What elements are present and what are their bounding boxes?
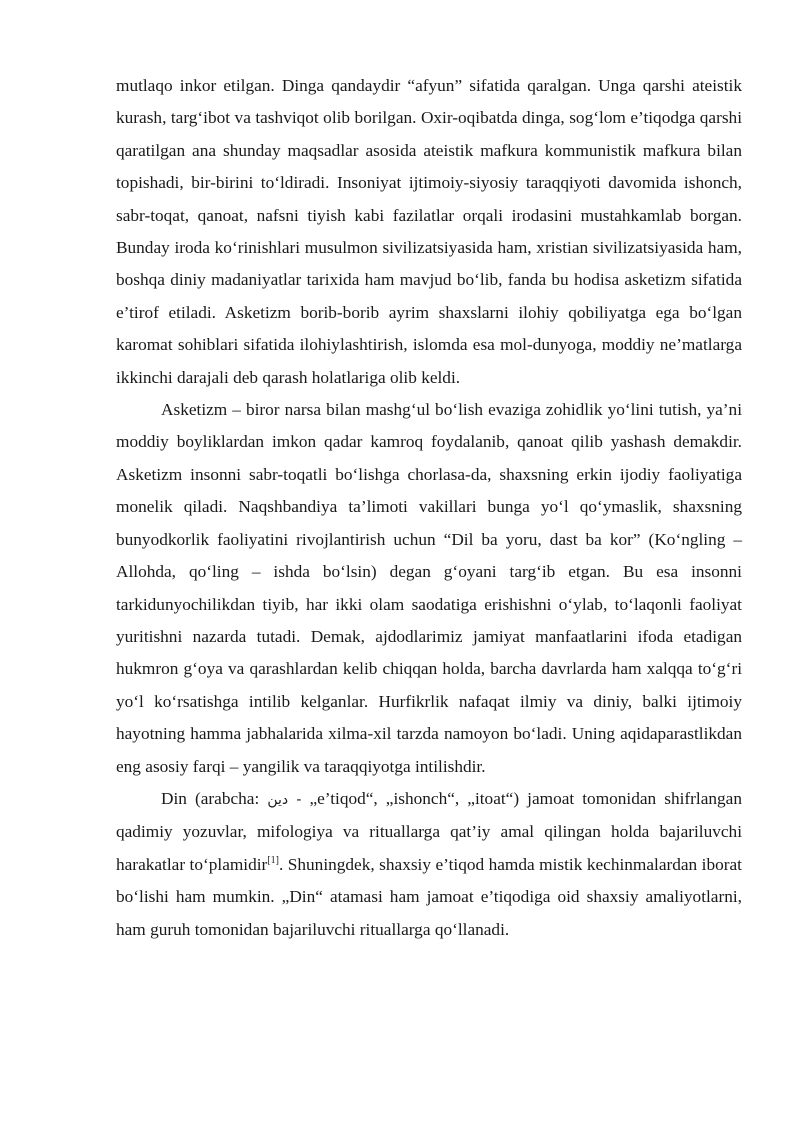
footnote-reference[interactable]: [1] bbox=[267, 854, 279, 866]
paragraph-3-start: Din (arabcha: bbox=[161, 788, 268, 808]
document-page bbox=[116, 70, 742, 946]
paragraph-2: Asketizm – biror narsa bilan mashg‘ul bo‘lish evaziga zohidlik yo‘lini tutish, ya’ni moddiy boyliklardan imkon qadar kamroq foydalanib, qanoat qilib yashash demakdir. Asketizm insonni sabr-toqatli bo‘lishga chorlasa-da, shaxsning erkin ijodiy faoliyatiga monelik qiladi. Naqshbandiya ta’limoti vakillari bunga yo‘l qo‘ymaslik, shaxsning bunyodkorlik faoliyatini rivojlantirish uchun “Dil ba yoru, dast ba kor” (Ko‘ngling – Allohda, qo‘ling – ishda bo‘lsin) degan g‘oyani targ‘ib etgan. Bu esa insonni tarkidunyochilikdan tiyib, har ikki olam saodatiga erishishni o‘ylab, to‘laqonli faoliyat yuritishni nazarda tutadi. Demak, ajdodlarimiz jamiyat manfaatlarini ifoda etadigan hukmron g‘oya va qarashlardan kelib chiqqan holda, barcha davrlarda ham xalqqa to‘g‘ri yo‘l ko‘rsatishga intilib kelganlar. Hurfikrlik nafaqat ilmiy va diniy, balki ijtimoiy hayotning hamma jabhalarida xilma-xil tarzda namoyon bo‘ladi. Uning aqidaparastlikdan eng asosiy farqi – yangilik va taraqqiyotga intilishdir. bbox=[116, 400, 742, 776]
paragraph-3-end: . Shuningdek, shaxsiy e’tiqod hamda mistik kechinmalardan iborat bo‘lishi ham mumkin. „Din“ atamasi ham jamoat e’tiqodiga oid shaxsiy amaliyotlarni, ham guruh tomonidan bajariluvchi rituallarga qo‘llanadi. bbox=[116, 854, 742, 939]
paragraph-3 bbox=[116, 783, 742, 946]
paragraph-3-mid: „e’tiqod“, „ishonch“, „itoat“) jamoat tomonidan shifrlangan qadimiy yozuvlar, mifologiya va rituallarga qat’iy amal qilingan holda bajariluvchi harakatlar to‘plamidir bbox=[116, 788, 742, 874]
paragraph-1: mutlaqo inkor etilgan. Dinga qandaydir “afyun” sifatida qaralgan. Unga qarshi ateistik kurash, targ‘ibot va tashviqot olib borilgan. Oxir-oqibatda dinga, sog‘lom e’tiqodga qarshi qaratilgan ana shunday maqsadlar asosida ateistik mafkura kommunistik mafkura bilan topishadi, bir-birini to‘ldiradi. Insoniyat ijtimoiy-siyosiy taraqqiyoti davomida ishonch, sabr-toqat, qanoat, nafsni tiyish kabi fazilatlar orqali irodasini mustahkamlab borgan. Bunday iroda ko‘rinishlari musulmon sivilizatsiyasida ham, xristian sivilizatsiyasida ham, boshqa diniy madaniyatlar tarixida ham mavjud bo‘lib, fanda bu hodisa asketizm sifatida e’tirof etiladi. Asketizm borib-borib ayrim shaxslarni ilohiy qobiliyatga ega bo‘lgan karomat sohiblari sifatida ilohiylashtirish, islomda esa mol-dunyoga, moddiy ne’matlarga ikkinchi darajali deb qarash holatlariga olib keldi. bbox=[116, 76, 742, 387]
arabic-word: دين - bbox=[267, 791, 302, 808]
